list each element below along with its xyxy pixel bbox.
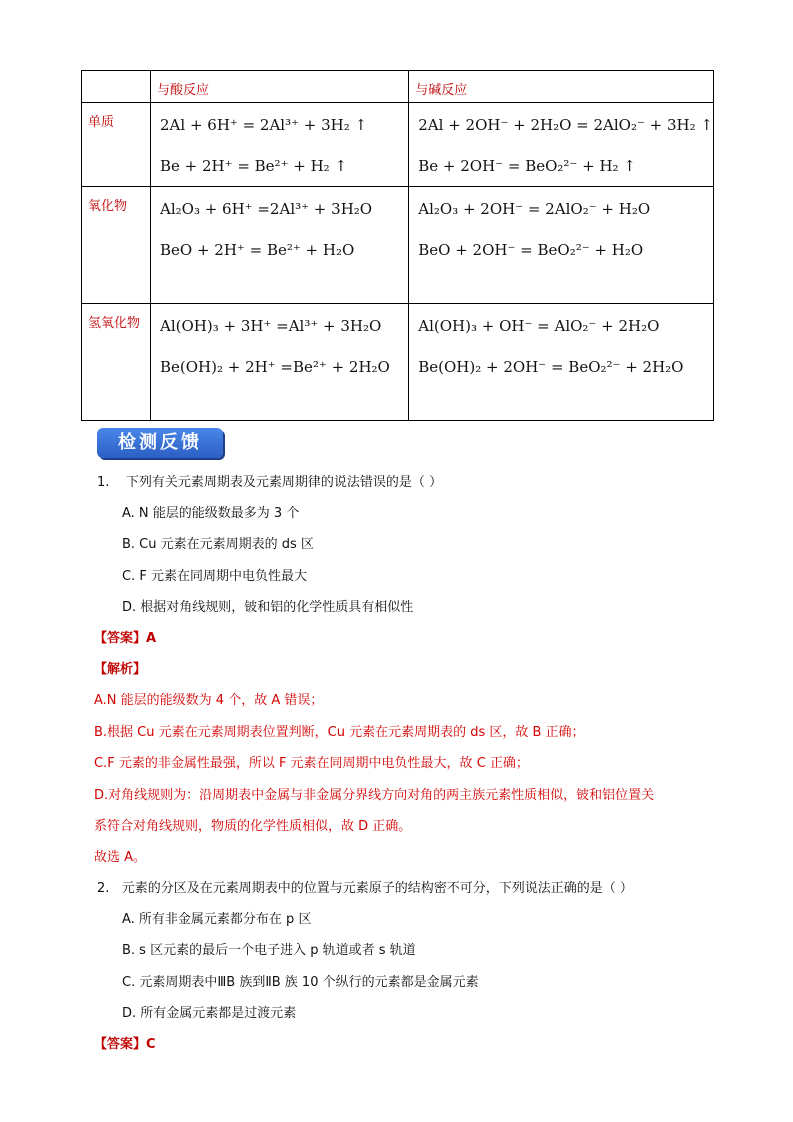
question-1-stem: 1. 下列有关元素周期表及元素周期律的说法错误的是（ ）	[97, 475, 443, 490]
equation: 2Al + 6H⁺ = 2Al³⁺ + 3H₂ ↑	[160, 116, 368, 134]
equation: Al₂O₃ + 2OH⁻ = 2AlO₂⁻ + H₂O	[418, 200, 651, 218]
analysis-line: B.根据 Cu 元素在元素周期表位置判断，Cu 元素在元素周期表的 ds 区，故 B 正确；	[94, 725, 585, 740]
answer-label: 【答案】A	[94, 631, 157, 646]
table-header-acid: 与酸反应	[151, 71, 409, 103]
option-b: B. s 区元素的最后一个电子进入 p 轨道或者 s 轨道	[122, 943, 416, 958]
option-a: A. 所有非金属元素都分布在 p 区	[122, 912, 312, 927]
option-c: C. F 元素在同周期中电负性最大	[122, 569, 307, 584]
equation: Al₂O₃ + 6H⁺ =2Al³⁺ + 3H₂O	[160, 200, 373, 218]
option-b: B. Cu 元素在元素周期表的 ds 区	[122, 537, 314, 552]
analysis-line: C.F 元素的非金属性最强，所以 F 元素在同周期中电负性最大，故 C 正确；	[94, 756, 529, 771]
equation: BeO + 2OH⁻ = BeO₂²⁻ + H₂O	[418, 241, 644, 259]
option-d: D. 所有金属元素都是过渡元素	[122, 1006, 297, 1021]
question-2-stem: 2. 元素的分区及在元素周期表中的位置与元素原子的结构密不可分，下列说法正确的是（ ）	[97, 881, 633, 896]
equation: Al(OH)₃ + OH⁻ = AlO₂⁻ + 2H₂O	[418, 317, 660, 335]
equation: Be + 2OH⁻ = BeO₂²⁻ + H₂ ↑	[418, 157, 636, 175]
row-label: 氧化物	[82, 187, 151, 304]
equation: 2Al + 2OH⁻ + 2H₂O = 2AlO₂⁻ + 3H₂ ↑	[418, 116, 713, 134]
equation: Be(OH)₂ + 2H⁺ =Be²⁺ + 2H₂O	[160, 358, 390, 376]
analysis-line: D.对角线规则为：沿周期表中金属与非金属分界线方向对角的两主族元素性质相似，铍和铝位置关	[94, 788, 655, 803]
analysis-label: 【解析】	[94, 662, 147, 677]
table-header-empty	[82, 71, 151, 103]
section-title-badge: 检测反馈	[97, 428, 223, 458]
table-header-base: 与碱反应	[409, 71, 714, 103]
analysis-line: 系符合对角线规则，物质的化学性质相似，故 D 正确。	[94, 819, 412, 834]
row-label: 氢氧化物	[82, 304, 151, 421]
equation: Be + 2H⁺ = Be²⁺ + H₂ ↑	[160, 157, 348, 175]
row-label: 单质	[82, 103, 151, 187]
answer-label: 【答案】C	[94, 1037, 156, 1052]
equation: Al(OH)₃ + 3H⁺ =Al³⁺ + 3H₂O	[160, 317, 382, 335]
equation: Be(OH)₂ + 2OH⁻ = BeO₂²⁻ + 2H₂O	[418, 358, 684, 376]
option-d: D. 根据对角线规则，铍和铝的化学性质具有相似性	[122, 600, 414, 615]
equation: BeO + 2H⁺ = Be²⁺ + H₂O	[160, 241, 355, 259]
option-a: A. N 能层的能级数最多为 3 个	[122, 506, 300, 521]
analysis-line: 故选 A。	[94, 850, 147, 865]
analysis-line: A.N 能层的能级数为 4 个，故 A 错误；	[94, 693, 324, 708]
option-c: C. 元素周期表中ⅢB 族到ⅡB 族 10 个纵行的元素都是金属元素	[122, 975, 479, 990]
reaction-table	[81, 70, 714, 421]
